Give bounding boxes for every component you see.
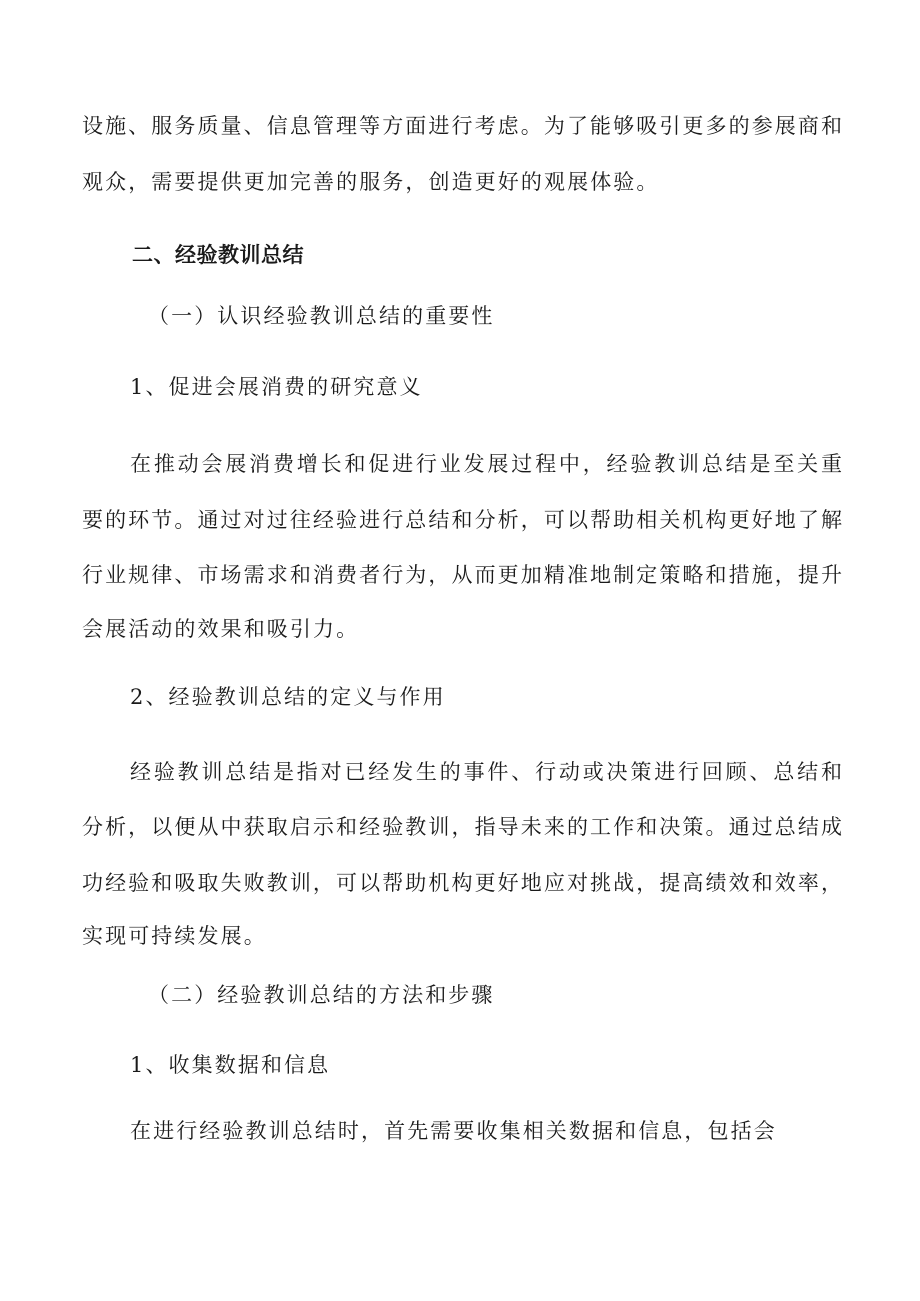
subsection-1-item-1-line-2: 要的环节。通过对过往经验进行总结和分析，可以帮助相关机构更好地了解	[82, 508, 842, 532]
section-heading: 二、经验教训总结	[132, 243, 304, 267]
subsection-1-item-1-line-1: 在推动会展消费增长和促进行业发展过程中，经验教训总结是至关重	[130, 452, 842, 476]
subsection-1-item-1-line-4: 会展活动的效果和吸引力。	[82, 617, 360, 641]
intro-paragraph-line-2: 观众，需要提供更加完善的服务，创造更好的观展体验。	[82, 170, 660, 194]
subsection-1-item-1-title: 1、促进会展消费的研究意义	[130, 375, 423, 399]
subsection-2-title: （二）经验教训总结的方法和步骤	[148, 983, 495, 1007]
subsection-1-item-1-line-3: 行业规律、市场需求和消费者行为，从而更加精准地制定策略和措施，提升	[82, 563, 842, 587]
subsection-1-title: （一）认识经验教训总结的重要性	[148, 304, 495, 328]
subsection-1-item-2-line-4: 实现可持续发展。	[82, 924, 267, 948]
subsection-2-item-1-line-1: 在进行经验教训总结时，首先需要收集相关数据和信息，包括会	[130, 1119, 777, 1143]
subsection-1-item-2-line-3: 功经验和吸取失败教训，可以帮助机构更好地应对挑战，提高绩效和效率，	[82, 871, 842, 895]
subsection-2-item-1-title: 1、收集数据和信息	[130, 1053, 331, 1077]
intro-paragraph-line-1: 设施、服务质量、信息管理等方面进行考虑。为了能够吸引更多的参展商和	[82, 114, 842, 138]
subsection-1-item-2-line-1: 经验教训总结是指对已经发生的事件、行动或决策进行回顾、总结和	[130, 760, 842, 784]
subsection-1-item-2-title: 2、经验教训总结的定义与作用	[130, 685, 446, 709]
subsection-1-item-2-line-2: 分析，以便从中获取启示和经验教训，指导未来的工作和决策。通过总结成	[82, 815, 842, 839]
